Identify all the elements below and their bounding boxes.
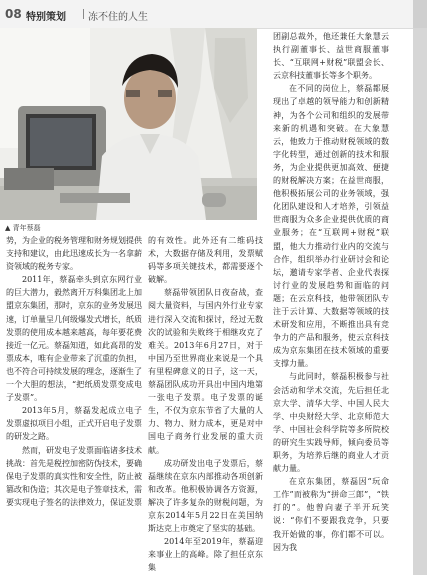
paragraph: 成功研发出电子发票后，蔡磊继续在京东内部推动各项创新和改革。他积极协调各方资源，解决了许多复杂的财税问题，为京东2014年5月22日在美国纳斯达克上市奠定了坚实的基础。	[148, 458, 263, 534]
section-title: 特别策划	[26, 12, 66, 23]
header-corner-tab	[413, 0, 427, 28]
paragraph: 然而，研发电子发票面临诸多技术挑战：首先是税控加密防伪技术，要确保电子发票的真实性和安全性，防止被篡改和伪造；其次是电子签章技术，需要实现电子签名的法律效力，保证发票	[6, 445, 142, 507]
young-cai-lei-photo	[0, 28, 257, 220]
page-number: 08	[5, 7, 22, 21]
paragraph: 与此同时，蔡磊积极参与社会活动和学术交流，先后担任北京大学、清华大学、中国人民大学、中央财经大学、北京师范大学、中国社会科学院等多所院校的研究生实践导师，倾向委员等职务，为培养后继的商业人才贡献力量。	[273, 372, 389, 474]
text-column-3	[273, 30, 389, 575]
paragraph: 2011年，蔡磊牵头到京东网行业的巨大潜力，毅然离开万科集团北上加盟京东集团，那时，京东的业务发展迅速，订单量呈几何级爆发式增长，纸质发票的使用成本越来越高，每年要花费接近一亿元。蔡磊知道，如此高昂的发票成本，唯有企业带来了沉重的负担，也不符合可持续发展的理念，逐渐生了一个大胆的想法，“把纸质发票变成电子发票”。	[6, 275, 142, 403]
section-subtitle: 冻不住的人生	[88, 12, 148, 23]
text-column-1	[6, 234, 142, 575]
photo-illustration	[0, 28, 257, 220]
paragraph: 2013年5月，蔡磊发起成立电子发票虚拟项目小组，正式开启电子发票的研发之路。	[6, 406, 142, 442]
page-edge-bar	[413, 28, 427, 575]
page-header	[0, 0, 427, 29]
paragraph: 蔡磊带领团队日夜奋战，查阅大量资料，与国内外行业专家进行深入交流和探讨，经过无数次的试验和失败终于相继攻克了难关。2013年6月27日，对于中国乃至世界商业来说是一个具有里程碑意义的日子，这一天，蔡磊团队成功开具出中国内地第一张电子发票。电子发票的诞生，不仅为京东节省了大量的人力、物力、财力成本，更是对中国电子商务行业发展的重大贡献。	[148, 288, 263, 455]
header-divider	[83, 9, 84, 19]
paragraph: 2014年至2019年，蔡磊迎来事业上的高峰。除了担任京东集	[148, 537, 263, 573]
paragraph: 在京东集团，蔡磊因“玩命工作”而被称为“拼命三郎”，“铁打的”。他曾向妻子半开玩笑说：“你们不要跟我竞争，只要我开始做的事，你们都不可以。因为我	[273, 477, 389, 552]
paragraph: 在不同的岗位上，蔡磊都展现出了卓越的领导能力和创新精神，为各个公司和组织的发展带来新的机遇和突破。在大象慧云，他致力于推动财税领域的数字化转型，通过创新的技术和服务，为企业提供更加高效、便捷的财税解决方案；在益世商服，他积极拓展公司的业务领域，强化团队建设和人才培养，引领益世商服为众多企业提供优质的商业服务；在“互联网+财税”联盟，他大力推动行业内的交流与合作，组织举办行业研讨会和论坛，邀请专家学者、企业代表探讨行业的发展趋势和面临的问题；在云京科技，他带领团队专注于云计算、大数据等领域的技术研发和应用，不断推出具有竞争力的产品和服务，使云京科技成为京东集团在技术领域的重要支撑力量。	[273, 84, 389, 369]
photo-caption: ▲ 青年蔡磊	[5, 224, 41, 232]
paragraph: 团副总裁外，他还兼任大象慧云执行副董事长、益世商服董事长、“互联网+财税”联盟会长、云京科技董事长等多个职务。	[273, 32, 389, 81]
paragraph: 势，为企业的税务管理和财务规划提供支持和建议，由此迅速成长为一名拿薪资领域的税务专家。	[6, 236, 142, 272]
paragraph: 的有效性。此外还有二维码技术，大数据存储及利用，发票赋码等多项关键技术，都需要逐个破解。	[148, 236, 263, 285]
text-column-2	[148, 234, 263, 575]
